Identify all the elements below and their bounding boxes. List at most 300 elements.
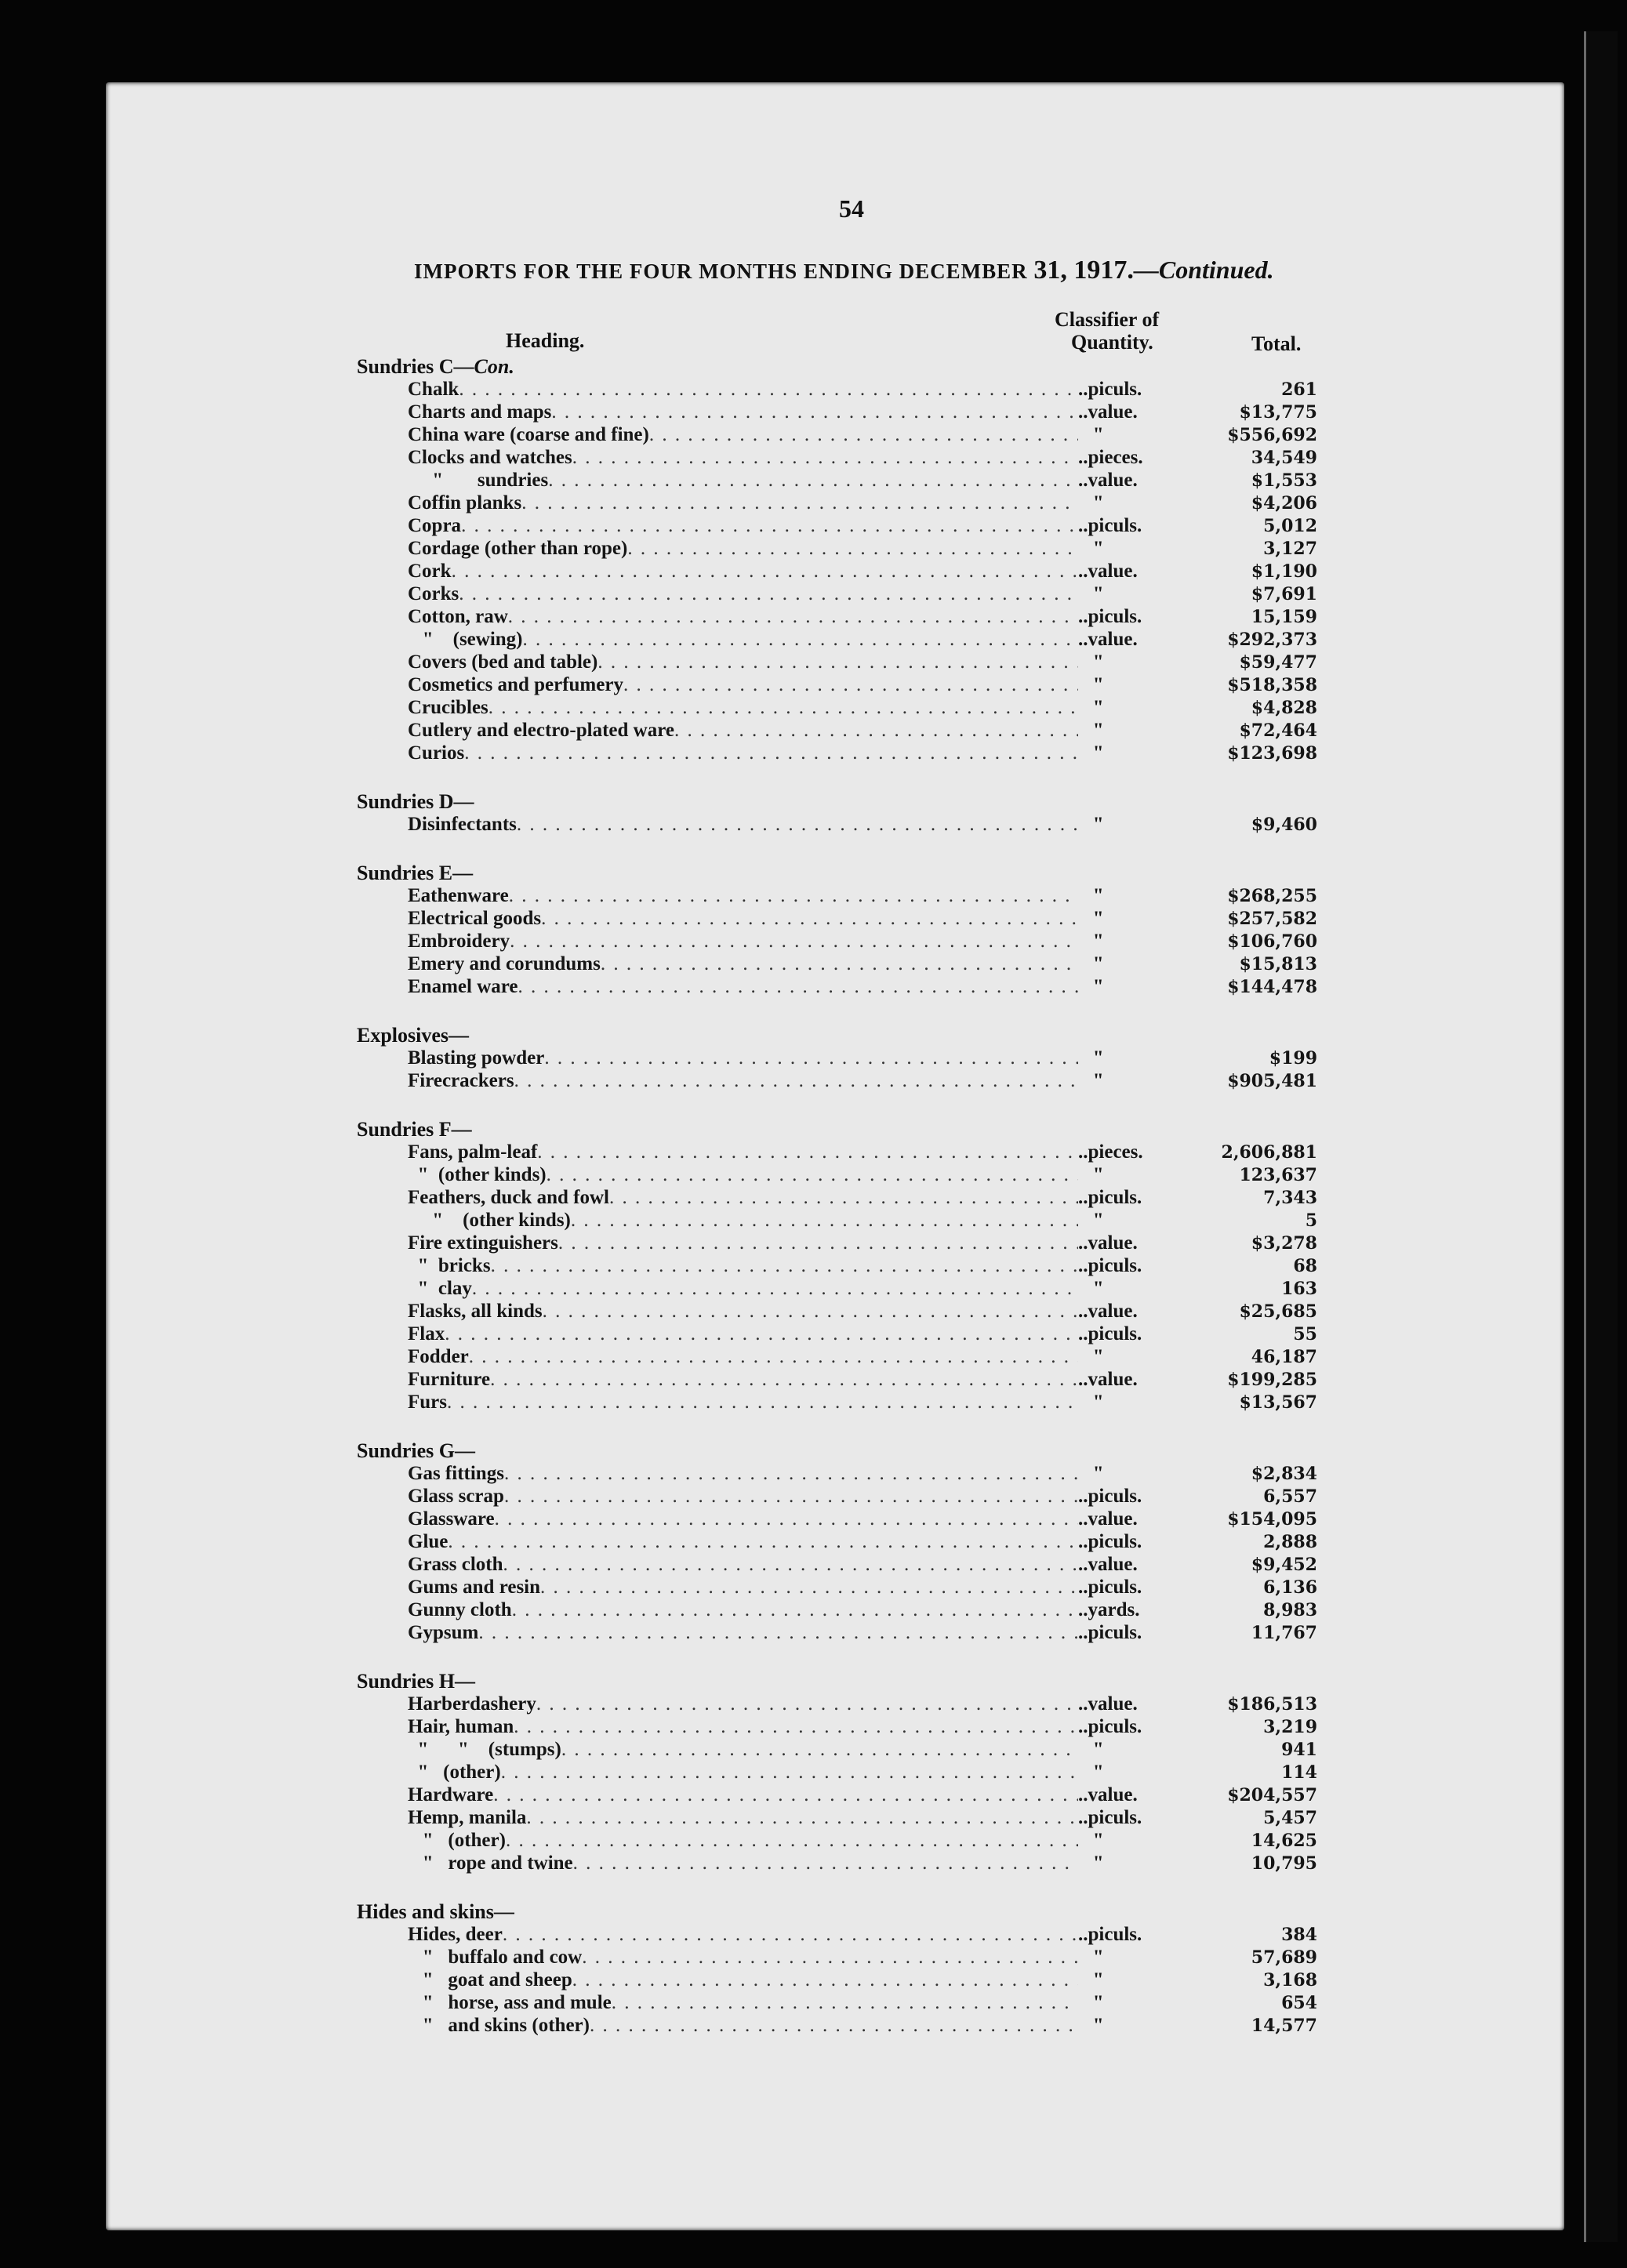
item-name: Cutlery and electro-plated ware — [408, 720, 674, 741]
leader-dots — [493, 1784, 1078, 1806]
leader-dots — [514, 1715, 1078, 1738]
section — [357, 1671, 1317, 1874]
item-unit: ..yards. — [1078, 1599, 1140, 1620]
item-total: $123,698 — [1227, 743, 1317, 764]
item-unit: ..piculs. — [1078, 1807, 1142, 1828]
leader-dots — [504, 1485, 1078, 1508]
table-row — [357, 1969, 1317, 1991]
item-unit: " — [1078, 1278, 1104, 1299]
item-name: Cotton, raw — [408, 606, 508, 627]
item-total: 3,168 — [1263, 1970, 1317, 1990]
table-row — [357, 1047, 1317, 1069]
item-name: " bricks — [408, 1255, 491, 1276]
table-row — [357, 1991, 1317, 2014]
item-total: $292,373 — [1227, 630, 1317, 650]
item-name: " " (stumps) — [408, 1739, 561, 1760]
item-total: $204,557 — [1227, 1785, 1317, 1805]
leader-dots — [501, 1761, 1078, 1784]
table-row — [357, 1598, 1317, 1621]
table-row — [357, 560, 1317, 582]
leader-dots — [523, 628, 1078, 651]
leader-dots — [518, 975, 1079, 998]
section-title-text: Sundries G— — [357, 1439, 475, 1462]
item-total: 6,557 — [1263, 1486, 1317, 1507]
leader-dots — [514, 1069, 1078, 1092]
table-row — [357, 1232, 1317, 1254]
table-row — [357, 605, 1317, 628]
table-row — [357, 1141, 1317, 1163]
item-unit: " — [1078, 742, 1104, 764]
item-total: $59,477 — [1239, 652, 1317, 673]
item-total: $25,685 — [1239, 1301, 1317, 1322]
table-row — [357, 673, 1317, 696]
table-row — [357, 2014, 1317, 2037]
leader-dots — [609, 1186, 1078, 1209]
item-unit: " — [1078, 583, 1104, 604]
leader-dots — [547, 1163, 1078, 1186]
item-total: 5,457 — [1263, 1808, 1317, 1828]
table-row — [357, 907, 1317, 930]
item-total: $106,760 — [1227, 931, 1317, 952]
leader-dots — [623, 673, 1078, 696]
table-row — [357, 1300, 1317, 1323]
item-unit: " — [1078, 1164, 1104, 1185]
table-row — [357, 1209, 1317, 1232]
table-row — [357, 1761, 1317, 1784]
table-row — [357, 953, 1317, 975]
item-name: Glassware — [408, 1508, 495, 1530]
item-unit: " — [1078, 931, 1104, 952]
item-unit: ..value. — [1078, 1784, 1138, 1805]
leader-dots — [459, 378, 1078, 401]
section-title-text: Explosives— — [357, 1024, 470, 1047]
item-total: $2,834 — [1251, 1464, 1317, 1484]
item-name: Embroidery — [408, 931, 510, 952]
section — [357, 1901, 1317, 2037]
table-row — [357, 1829, 1317, 1852]
item-total: 2,606,881 — [1221, 1142, 1317, 1163]
scan-right-edge — [1584, 31, 1618, 2242]
item-total: $1,553 — [1251, 470, 1317, 491]
leader-dots — [510, 930, 1078, 953]
item-name: Clocks and watches — [408, 447, 572, 468]
leader-dots — [448, 1530, 1078, 1553]
item-name: Disinfectants — [408, 814, 517, 835]
table-row — [357, 1553, 1317, 1576]
table-row — [357, 423, 1317, 446]
table-row — [357, 742, 1317, 764]
item-name: Covers (bed and table) — [408, 651, 598, 673]
section-title-text: Sundries D— — [357, 790, 474, 813]
item-unit: " — [1078, 976, 1104, 997]
item-total: $199 — [1269, 1048, 1317, 1069]
item-total: $4,828 — [1251, 698, 1317, 718]
table-row — [357, 1345, 1317, 1368]
leader-dots — [506, 1829, 1078, 1852]
item-total: $1,190 — [1251, 561, 1317, 582]
item-unit: ..value. — [1078, 401, 1138, 423]
item-name: Furs — [408, 1392, 447, 1413]
item-total: 114 — [1281, 1762, 1317, 1783]
item-total: $518,358 — [1227, 675, 1317, 695]
item-unit: " — [1078, 1210, 1104, 1231]
item-unit: ..piculs. — [1078, 1577, 1142, 1598]
table-row — [357, 469, 1317, 492]
item-total: $13,775 — [1239, 402, 1317, 423]
item-name: Crucibles — [408, 697, 488, 718]
table-row — [357, 1715, 1317, 1738]
column-header-classifier-1: Classifier of — [1055, 308, 1160, 331]
table-row — [357, 1254, 1317, 1277]
item-unit: " — [1078, 538, 1104, 559]
item-unit: ..piculs. — [1078, 1924, 1142, 1945]
leader-dots — [504, 1462, 1078, 1485]
item-total: 8,983 — [1263, 1600, 1317, 1620]
item-name: Blasting powder — [408, 1047, 545, 1069]
table-row — [357, 1391, 1317, 1413]
item-name: Flax — [408, 1323, 445, 1344]
item-name: Eathenware — [408, 885, 509, 906]
item-name: Furniture — [408, 1369, 491, 1390]
item-total: 5 — [1305, 1210, 1317, 1231]
table-row — [357, 1485, 1317, 1508]
item-total: 123,637 — [1239, 1165, 1317, 1185]
table-row — [357, 1508, 1317, 1530]
table-row — [357, 1069, 1317, 1092]
item-unit: " — [1078, 814, 1104, 835]
item-unit: ..value. — [1078, 1369, 1138, 1390]
section-title — [357, 1025, 1317, 1047]
table-row — [357, 696, 1317, 719]
item-unit: " — [1078, 720, 1104, 741]
leader-dots — [526, 1806, 1078, 1829]
leader-dots — [503, 1923, 1078, 1946]
item-unit: " — [1078, 1070, 1104, 1091]
item-name: Copra — [408, 515, 462, 536]
section-title — [357, 1901, 1317, 1923]
item-total: $7,691 — [1251, 584, 1317, 604]
leader-dots — [452, 560, 1078, 582]
leader-dots — [649, 423, 1078, 446]
item-total: 654 — [1281, 1993, 1317, 2013]
item-name: Curios — [408, 742, 465, 764]
item-unit: ..piculs. — [1078, 379, 1142, 400]
section-title-text: Hides and skins— — [357, 1900, 514, 1923]
item-unit: ..pieces. — [1078, 447, 1143, 468]
leader-dots — [478, 1621, 1078, 1644]
table-row — [357, 537, 1317, 560]
leader-dots — [601, 953, 1078, 975]
section-title-text: Sundries F— — [357, 1118, 472, 1141]
item-total: 46,187 — [1251, 1347, 1317, 1367]
table-row — [357, 1852, 1317, 1874]
title-lead: IMPORTS FOR THE FOUR MONTHS ENDING DECEMBER — [414, 259, 1028, 283]
item-unit: " — [1078, 953, 1104, 974]
item-total: $186,513 — [1227, 1694, 1317, 1715]
leader-dots — [521, 492, 1078, 514]
title-date: 31, 1917. — [1033, 256, 1134, 285]
section-title — [357, 356, 1317, 378]
leader-dots — [469, 1345, 1078, 1368]
item-unit: " — [1078, 674, 1104, 695]
item-name: Coffin planks — [408, 492, 522, 513]
item-name: Enamel ware — [408, 976, 518, 997]
item-total: $15,813 — [1239, 954, 1317, 974]
section-title-suffix: Con. — [474, 355, 514, 378]
item-total: 6,136 — [1263, 1577, 1317, 1598]
imports-table — [357, 356, 1317, 2037]
item-name: China ware (coarse and fine) — [408, 424, 649, 445]
leader-dots — [495, 1508, 1078, 1530]
item-total: 941 — [1281, 1740, 1317, 1760]
table-row — [357, 582, 1317, 605]
item-name: " (other kinds) — [408, 1210, 571, 1231]
item-total: 10,795 — [1251, 1853, 1317, 1874]
item-unit: " — [1078, 1047, 1104, 1069]
table-row — [357, 1163, 1317, 1186]
item-name: " (sewing) — [408, 629, 523, 650]
leader-dots — [459, 582, 1078, 605]
table-row — [357, 1806, 1317, 1829]
page-number: 54 — [839, 194, 864, 223]
table-row — [357, 1323, 1317, 1345]
table-row — [357, 1277, 1317, 1300]
item-unit: ..piculs. — [1078, 1255, 1142, 1276]
item-name: " buffalo and cow — [408, 1947, 583, 1968]
item-unit: " — [1078, 885, 1104, 906]
item-unit: " — [1078, 1463, 1104, 1484]
section — [357, 791, 1317, 836]
item-unit: " — [1078, 1969, 1104, 1990]
item-name: " sundries — [408, 470, 549, 491]
item-unit: " — [1078, 2015, 1104, 2036]
item-name: Gypsum — [408, 1622, 479, 1643]
item-unit: " — [1078, 1992, 1104, 2013]
leader-dots — [445, 1323, 1078, 1345]
leader-dots — [572, 1969, 1078, 1991]
item-name: " rope and twine — [408, 1853, 573, 1874]
item-total: 7,343 — [1263, 1188, 1317, 1208]
item-total: $3,278 — [1251, 1233, 1317, 1254]
item-name: " goat and sheep — [408, 1969, 572, 1990]
column-header-heading: Heading. — [506, 329, 585, 352]
item-total: 2,888 — [1263, 1532, 1317, 1552]
leader-dots — [674, 719, 1078, 742]
item-unit: ..value. — [1078, 629, 1138, 650]
item-total: $154,095 — [1227, 1509, 1317, 1530]
table-row — [357, 446, 1317, 469]
item-total: $268,255 — [1227, 886, 1317, 906]
table-row — [357, 719, 1317, 742]
leader-dots — [551, 401, 1078, 423]
item-name: " (other kinds) — [408, 1164, 547, 1185]
item-name: Corks — [408, 583, 459, 604]
leader-dots — [548, 469, 1078, 492]
item-name: Gums and resin — [408, 1577, 541, 1598]
item-total: $4,206 — [1251, 493, 1317, 513]
item-name: Grass cloth — [408, 1554, 503, 1575]
item-total: 14,577 — [1251, 2016, 1317, 2036]
section — [357, 862, 1317, 998]
table-row — [357, 1923, 1317, 1946]
item-unit: " — [1078, 651, 1104, 673]
item-name: Cork — [408, 561, 452, 582]
section — [357, 1119, 1317, 1413]
item-unit: ..pieces. — [1078, 1141, 1143, 1163]
item-name: " clay — [408, 1278, 472, 1299]
item-total: 57,689 — [1251, 1947, 1317, 1968]
item-total: 5,012 — [1263, 516, 1317, 536]
item-total: $13,567 — [1239, 1392, 1317, 1413]
leader-dots — [461, 514, 1078, 537]
item-unit: " — [1078, 1947, 1104, 1968]
item-unit: ..value. — [1078, 1301, 1138, 1322]
item-name: Hides, deer — [408, 1924, 503, 1945]
table-row — [357, 1462, 1317, 1485]
item-name: Electrical goods — [408, 908, 542, 929]
leader-dots — [536, 1693, 1078, 1715]
section-title — [357, 1671, 1317, 1693]
item-name: Glass scrap — [408, 1486, 504, 1507]
item-total: $556,692 — [1227, 425, 1317, 445]
item-name: Glue — [408, 1531, 449, 1552]
leader-dots — [544, 1047, 1078, 1069]
leader-dots — [512, 1598, 1078, 1621]
item-unit: ..value. — [1078, 1554, 1138, 1575]
item-total: $9,460 — [1251, 815, 1317, 835]
leader-dots — [508, 605, 1078, 628]
table-row — [357, 813, 1317, 836]
section-title — [357, 862, 1317, 884]
item-unit: ..piculs. — [1078, 1187, 1142, 1208]
leader-dots — [543, 1300, 1078, 1323]
table-row — [357, 1186, 1317, 1209]
section-title — [357, 1440, 1317, 1462]
item-name: Feathers, duck and fowl — [408, 1187, 609, 1208]
item-unit: ..piculs. — [1078, 1531, 1142, 1552]
item-unit: " — [1078, 492, 1104, 513]
item-total: $199,285 — [1227, 1370, 1317, 1390]
item-total: $257,582 — [1227, 909, 1317, 929]
item-name: Hemp, manila — [408, 1807, 527, 1828]
page-title — [414, 256, 1274, 285]
item-total: 11,767 — [1251, 1623, 1317, 1643]
table-row — [357, 930, 1317, 953]
item-name: Cosmetics and perfumery — [408, 674, 623, 695]
item-name: Emery and corundums — [408, 953, 601, 974]
table-row — [357, 378, 1317, 401]
column-header-classifier-2: Quantity. — [1071, 331, 1153, 354]
item-name: Firecrackers — [408, 1070, 514, 1091]
item-unit: ..value. — [1078, 1232, 1138, 1254]
item-unit: " — [1078, 908, 1104, 929]
section — [357, 1025, 1317, 1092]
item-name: Cordage (other than rope) — [408, 538, 628, 559]
item-total: 55 — [1293, 1324, 1317, 1344]
item-unit: " — [1078, 697, 1104, 718]
item-unit: ..piculs. — [1078, 1716, 1142, 1737]
leader-dots — [582, 1946, 1078, 1969]
item-unit: " — [1078, 424, 1104, 445]
item-total: $144,478 — [1227, 977, 1317, 997]
item-name: Hardware — [408, 1784, 494, 1805]
item-total: 163 — [1281, 1279, 1317, 1299]
leader-dots — [558, 1232, 1078, 1254]
table-row — [357, 1738, 1317, 1761]
table-row — [357, 884, 1317, 907]
item-unit: ..value. — [1078, 1508, 1138, 1530]
item-unit: " — [1078, 1739, 1104, 1760]
table-row — [357, 401, 1317, 423]
item-total: $905,481 — [1227, 1071, 1317, 1091]
item-total: $9,452 — [1251, 1555, 1317, 1575]
section-title — [357, 1119, 1317, 1141]
table-row — [357, 1368, 1317, 1391]
item-unit: " — [1078, 1853, 1104, 1874]
table-row — [357, 1621, 1317, 1644]
leader-dots — [627, 537, 1078, 560]
table-row — [357, 1530, 1317, 1553]
item-name: Hair, human — [408, 1716, 514, 1737]
leader-dots — [464, 742, 1078, 764]
leader-dots — [541, 907, 1078, 930]
item-total: 3,219 — [1263, 1717, 1317, 1737]
table-row — [357, 975, 1317, 998]
leader-dots — [503, 1553, 1078, 1576]
item-name: " horse, ass and mule — [408, 1992, 612, 2013]
item-unit: ..piculs. — [1078, 515, 1142, 536]
item-name: Gas fittings — [408, 1463, 504, 1484]
section-title-text: Sundries E— — [357, 862, 474, 884]
item-name: " and skins (other) — [408, 2015, 590, 2036]
item-unit: ..piculs. — [1078, 1323, 1142, 1344]
table-row — [357, 628, 1317, 651]
leader-dots — [573, 1852, 1078, 1874]
item-unit: " — [1078, 1392, 1104, 1413]
section-title — [357, 791, 1317, 813]
item-unit: ..piculs. — [1078, 1486, 1142, 1507]
title-tail: —Continued. — [1133, 256, 1274, 284]
item-total: 15,159 — [1251, 607, 1317, 627]
leader-dots — [590, 2014, 1078, 2037]
item-unit: ..value. — [1078, 1693, 1138, 1715]
item-name: " (other) — [408, 1762, 501, 1783]
leader-dots — [612, 1991, 1078, 2014]
table-row — [357, 1784, 1317, 1806]
leader-dots — [488, 696, 1078, 719]
item-name: Fans, palm-leaf — [408, 1141, 538, 1163]
item-unit: ..piculs. — [1078, 1622, 1142, 1643]
item-total: 3,127 — [1263, 539, 1317, 559]
item-total: 14,625 — [1251, 1831, 1317, 1851]
leader-dots — [491, 1254, 1078, 1277]
leader-dots — [571, 1209, 1078, 1232]
item-unit: " — [1078, 1830, 1104, 1851]
item-total: 34,549 — [1251, 448, 1317, 468]
item-name: Chalk — [408, 379, 459, 400]
item-name: Flasks, all kinds — [408, 1301, 543, 1322]
item-name: " (other) — [408, 1830, 506, 1851]
table-row — [357, 1693, 1317, 1715]
leader-dots — [517, 813, 1078, 836]
item-total: 261 — [1281, 379, 1317, 400]
leader-dots — [509, 884, 1078, 907]
table-row — [357, 1576, 1317, 1598]
item-name: Gunny cloth — [408, 1599, 512, 1620]
item-unit: " — [1078, 1346, 1104, 1367]
section-title-text: Sundries H— — [357, 1670, 475, 1693]
item-unit: ..piculs. — [1078, 606, 1142, 627]
